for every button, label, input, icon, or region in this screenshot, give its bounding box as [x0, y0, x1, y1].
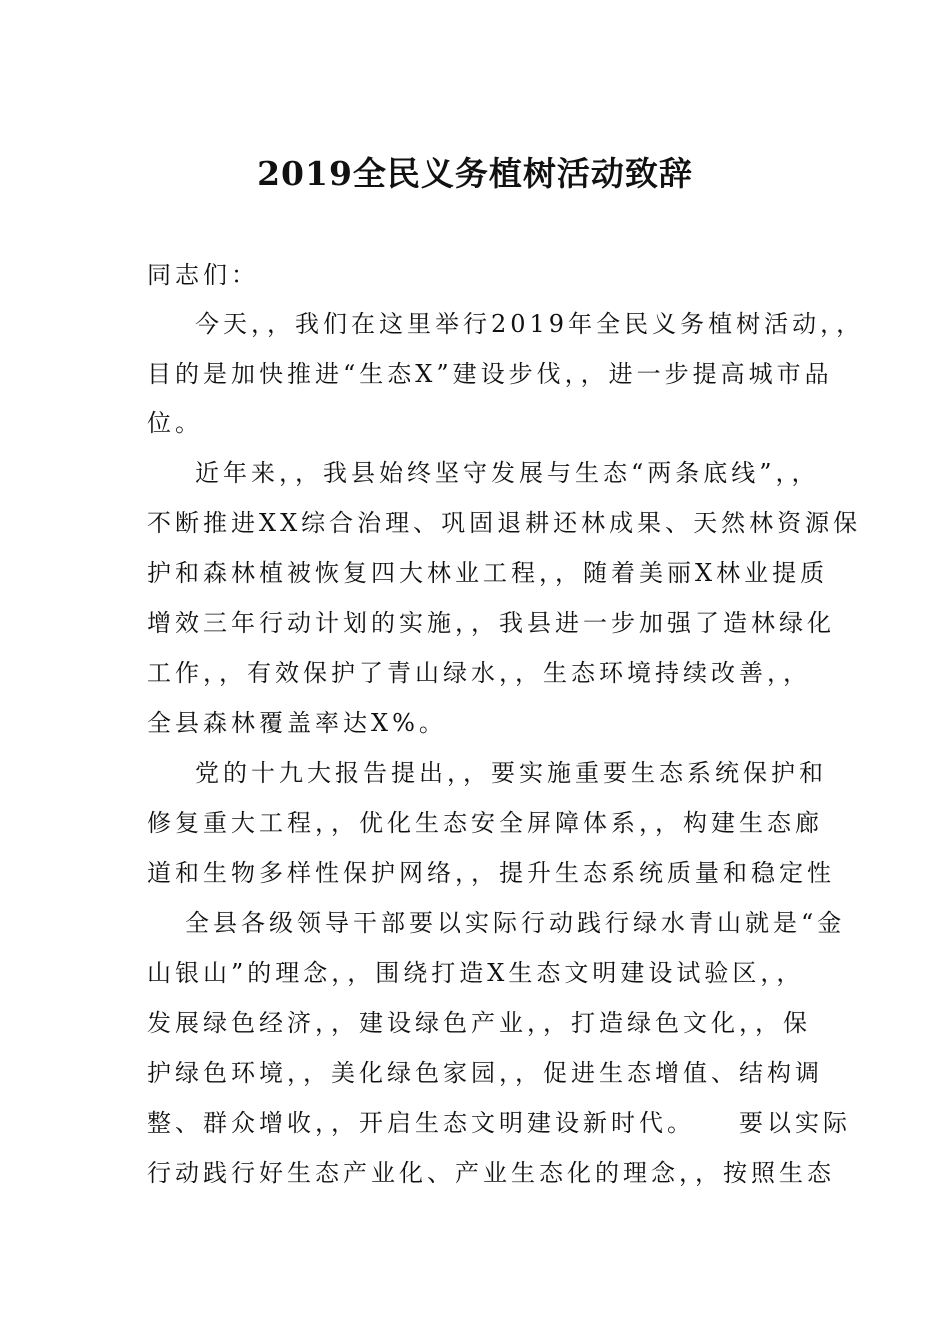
- body-text-line: 护和森林植被恢复四大林业工程，，随着美丽X林业提质: [147, 559, 829, 587]
- body-text-line: 不断推进XX综合治理、巩固退耕还林成果、天然林资源保: [147, 509, 862, 537]
- body-text-line: 修复重大工程，，优化生态安全屏障体系，，构建生态廊: [147, 809, 823, 837]
- body-text-line: 增效三年行动计划的实施，，我县进一步加强了造林绿化: [147, 609, 835, 637]
- salutation-line: 同志们：: [147, 261, 259, 289]
- body-text-line: 山银山”的理念，，围绕打造X生态文明建设试验区，，: [147, 959, 805, 987]
- body-text-line: 全县各级领导干部要以实际行动践行绿水青山就是“金: [185, 909, 846, 937]
- body-text-line: 今天，，我们在这里举行2019年全民义务植树活动，，: [195, 310, 865, 338]
- body-text-line: 护绿色环境，，美化绿色家园，，促进生态增值、结构调: [147, 1059, 823, 1087]
- body-text-line: 党的十九大报告提出，，要实施重要生态系统保护和: [195, 759, 827, 787]
- document-title: 2019全民义务植树活动致辞: [257, 154, 693, 193]
- body-text-line: 目的是加快推进“生态X”建设步伐，，进一步提高城市品: [147, 360, 833, 388]
- body-text-line: 发展绿色经济，，建设绿色产业，，打造绿色文化，，保: [147, 1009, 811, 1037]
- body-text-line: 行动践行好生态产业化、产业生态化的理念，，按照生态: [147, 1159, 835, 1187]
- body-text-line: 位。: [147, 409, 203, 437]
- body-text-line: 工作，，有效保护了青山绿水，，生态环境持续改善，，: [147, 659, 811, 687]
- body-text-line: 整、群众增收，，开启生态文明建设新时代。 要以实际: [147, 1109, 851, 1137]
- body-text-line: 道和生物多样性保护网络，，提升生态系统质量和稳定性: [147, 859, 835, 887]
- body-text-line: 全县森林覆盖率达X%。: [147, 709, 447, 737]
- body-text-line: 近年来，，我县始终坚守发展与生态“两条底线”，，: [195, 459, 820, 487]
